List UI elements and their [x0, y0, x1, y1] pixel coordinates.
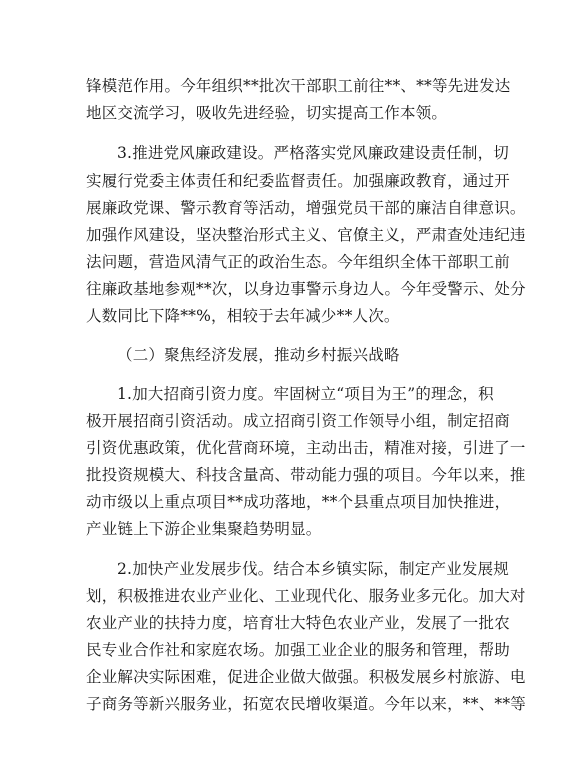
text-line: 锋模范作用。今年组织**批次干部职工前往**、**等先进发达: [86, 77, 511, 95]
text-line: 划，积极推进农业产业化、工业现代化、服务业多元化。加大对: [86, 587, 526, 605]
section-heading: （二）聚焦经济发展，推动乡村振兴战略: [117, 346, 400, 364]
text-line: 产业链上下游企业集聚趋势明显。: [86, 520, 322, 538]
text-line: 法问题，营造风清气正的政治生态。今年组织全体干部职工前: [86, 253, 510, 271]
text-line: 2.加快产业发展步伐。结合本乡镇实际，制定产业发展规: [117, 560, 509, 578]
text-line: 企业解决实际困难，促进企业做大做强。积极发展乡村旅游、电: [86, 668, 526, 686]
text-line: 地区交流学习，吸收先进经验，切实提高工作本领。: [86, 104, 448, 122]
text-line: 极开展招商引资活动。成立招商引资工作领导小组，制定招商: [86, 412, 510, 430]
text-line: 民专业合作社和家庭农场。加强工业企业的服务和管理，帮助: [86, 641, 510, 659]
text-line: 展廉政党课、警示教育等活动，增强党员干部的廉洁自律意识。: [86, 199, 526, 217]
text-line: 加强作风建设，坚决整治形式主义、官僚主义，严肃查处违纪违: [86, 226, 526, 244]
text-line: 动市级以上重点项目**成功落地，**个县重点项目加快推进，: [86, 493, 511, 511]
text-line: 3.推进党风廉政建设。严格落实党风廉政建设责任制，切: [117, 144, 509, 162]
text-line: 农业产业的扶持力度，培育壮大特色农业产业，发展了一批农: [86, 614, 510, 632]
text-line: 子商务等新兴服务业，拓宽农民增收渠道。今年以来，**、**等: [86, 695, 527, 713]
text-line: 引资优惠政策，优化营商环境，主动出击，精准对接，引进了一: [86, 439, 526, 457]
text-line: 往廉政基地参观**次，以身边事警示身边人。今年受警示、处分: [86, 280, 526, 298]
text-line: 人数同比下降**%，相较于去年减少**人次。: [86, 307, 400, 325]
text-line: 批投资规模大、科技含量高、带动能力强的项目。今年以来，推: [86, 466, 526, 484]
text-line: 实履行党委主体责任和纪委监督责任。加强廉政教育，通过开: [86, 172, 510, 190]
text-line: 1.加大招商引资力度。牢固树立“项目为王”的理念，积: [117, 385, 494, 403]
